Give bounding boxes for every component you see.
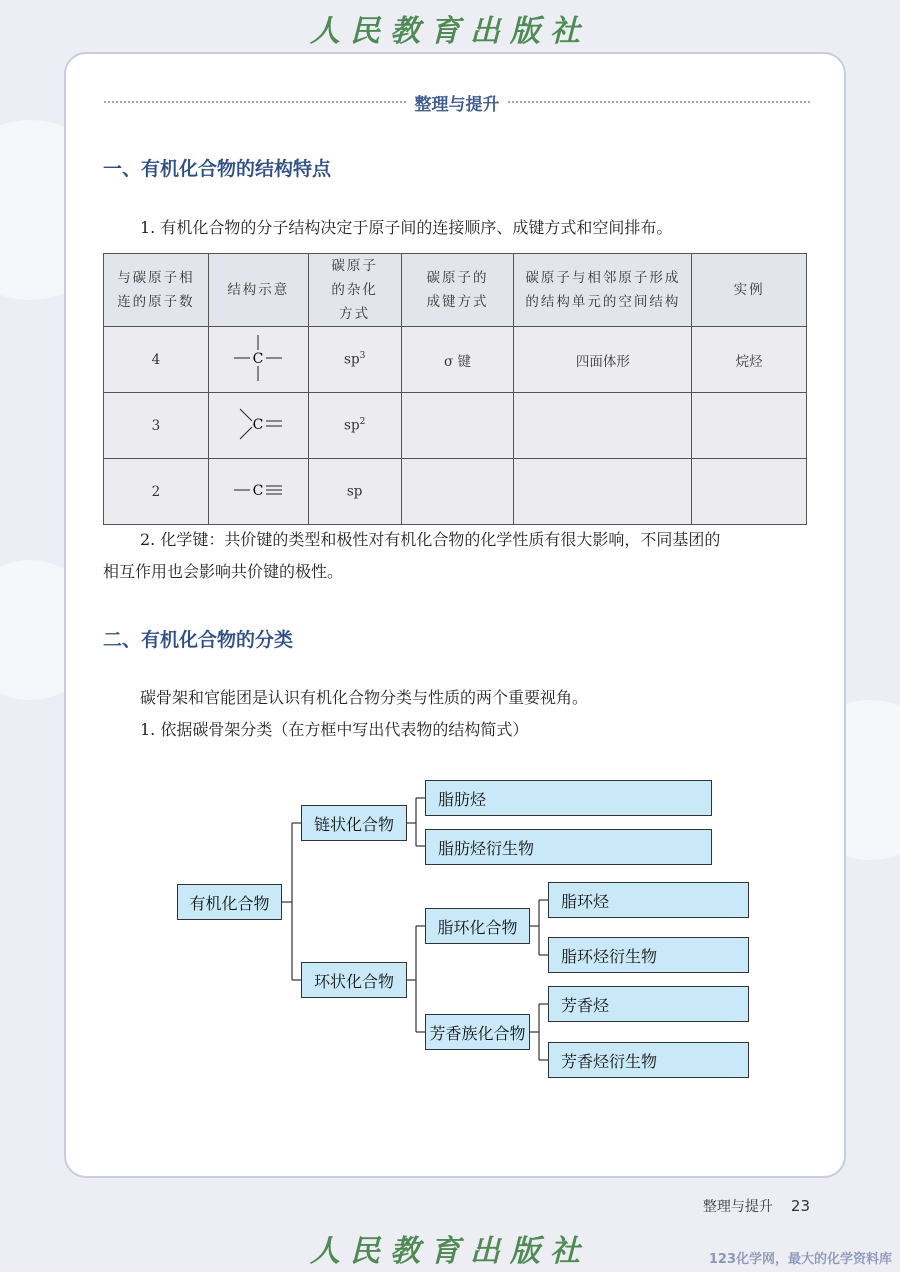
cell-hybrid: $sp^2$ [308,393,401,459]
cell-count: 4 [104,327,209,393]
cell-bond: σ 键 [401,327,514,393]
svg-text:C: C [252,416,264,433]
box-aliphatic-hydrocarbon[interactable]: 脂肪烃 [425,780,712,816]
box-aliphatic-derivative[interactable]: 脂肪烃衍生物 [425,829,712,865]
svg-text:C: C [252,350,264,367]
box-aromatic-compound: 芳香族化合物 [425,1014,530,1050]
paragraph-classification-method: 1. 依据碳骨架分类（在方框中写出代表物的结构简式） [140,720,529,739]
page-number: 23 [790,1197,810,1215]
box-organic-compound: 有机化合物 [177,884,282,920]
svg-text:C: C [252,482,264,499]
cell-hybrid: sp [308,459,401,525]
box-ring-compound: 环状化合物 [301,962,407,998]
cell-example: 烷烃 [692,327,807,393]
box-alicyclic-derivative[interactable]: 脂环烃衍生物 [548,937,749,973]
box-aromatic-hydrocarbon[interactable]: 芳香烃 [548,986,749,1022]
box-alicyclic-hydrocarbon[interactable]: 脂环烃 [548,882,749,918]
box-chain-compound: 链状化合物 [301,805,407,841]
section-title: 整理与提升 [104,90,810,115]
table-header: 结构示意 [208,254,308,327]
footer-label: 整理与提升 [702,1199,773,1215]
table-header: 碳原子与相邻原子形成的结构单元的空间结构 [514,254,692,327]
heading-structure: 一、有机化合物的结构特点 [103,158,332,180]
cell-hybrid: $sp^3$ [308,327,401,393]
table-header: 与碳原子相连的原子数 [104,254,209,327]
cell-geometry: 四面体形 [514,327,692,393]
cell-count: 3 [104,393,209,459]
box-aromatic-derivative[interactable]: 芳香烃衍生物 [548,1042,749,1078]
table-header: 碳原子的杂化方式 [308,254,401,327]
paragraph-structure: 1. 有机化合物的分子结构决定于原子间的连接顺序、成键方式和空间排布。 [140,218,673,237]
heading-classification: 二、有机化合物的分类 [103,629,294,651]
publisher-logo-top: 人民教育出版社 [310,14,590,49]
table-header: 实例 [692,254,807,327]
page-footer [703,1196,810,1216]
publisher-logo-bottom: 人民教育出版社 [310,1234,590,1269]
paragraph-bond-line2: 相互作用也会影响共价键的极性。 [103,562,344,581]
paragraph-bond-line1: 2. 化学键：共价键的类型和极性对有机化合物的化学性质有很大影响，不同基团的 [140,530,721,549]
table-header: 碳原子的成键方式 [401,254,514,327]
watermark: 123化学网，最大的化学资料库 [708,1252,892,1267]
box-alicyclic-compound: 脂环化合物 [425,908,530,944]
paragraph-classification-intro: 碳骨架和官能团是认识有机化合物分类与性质的两个重要视角。 [140,688,589,707]
cell-count: 2 [104,459,209,525]
